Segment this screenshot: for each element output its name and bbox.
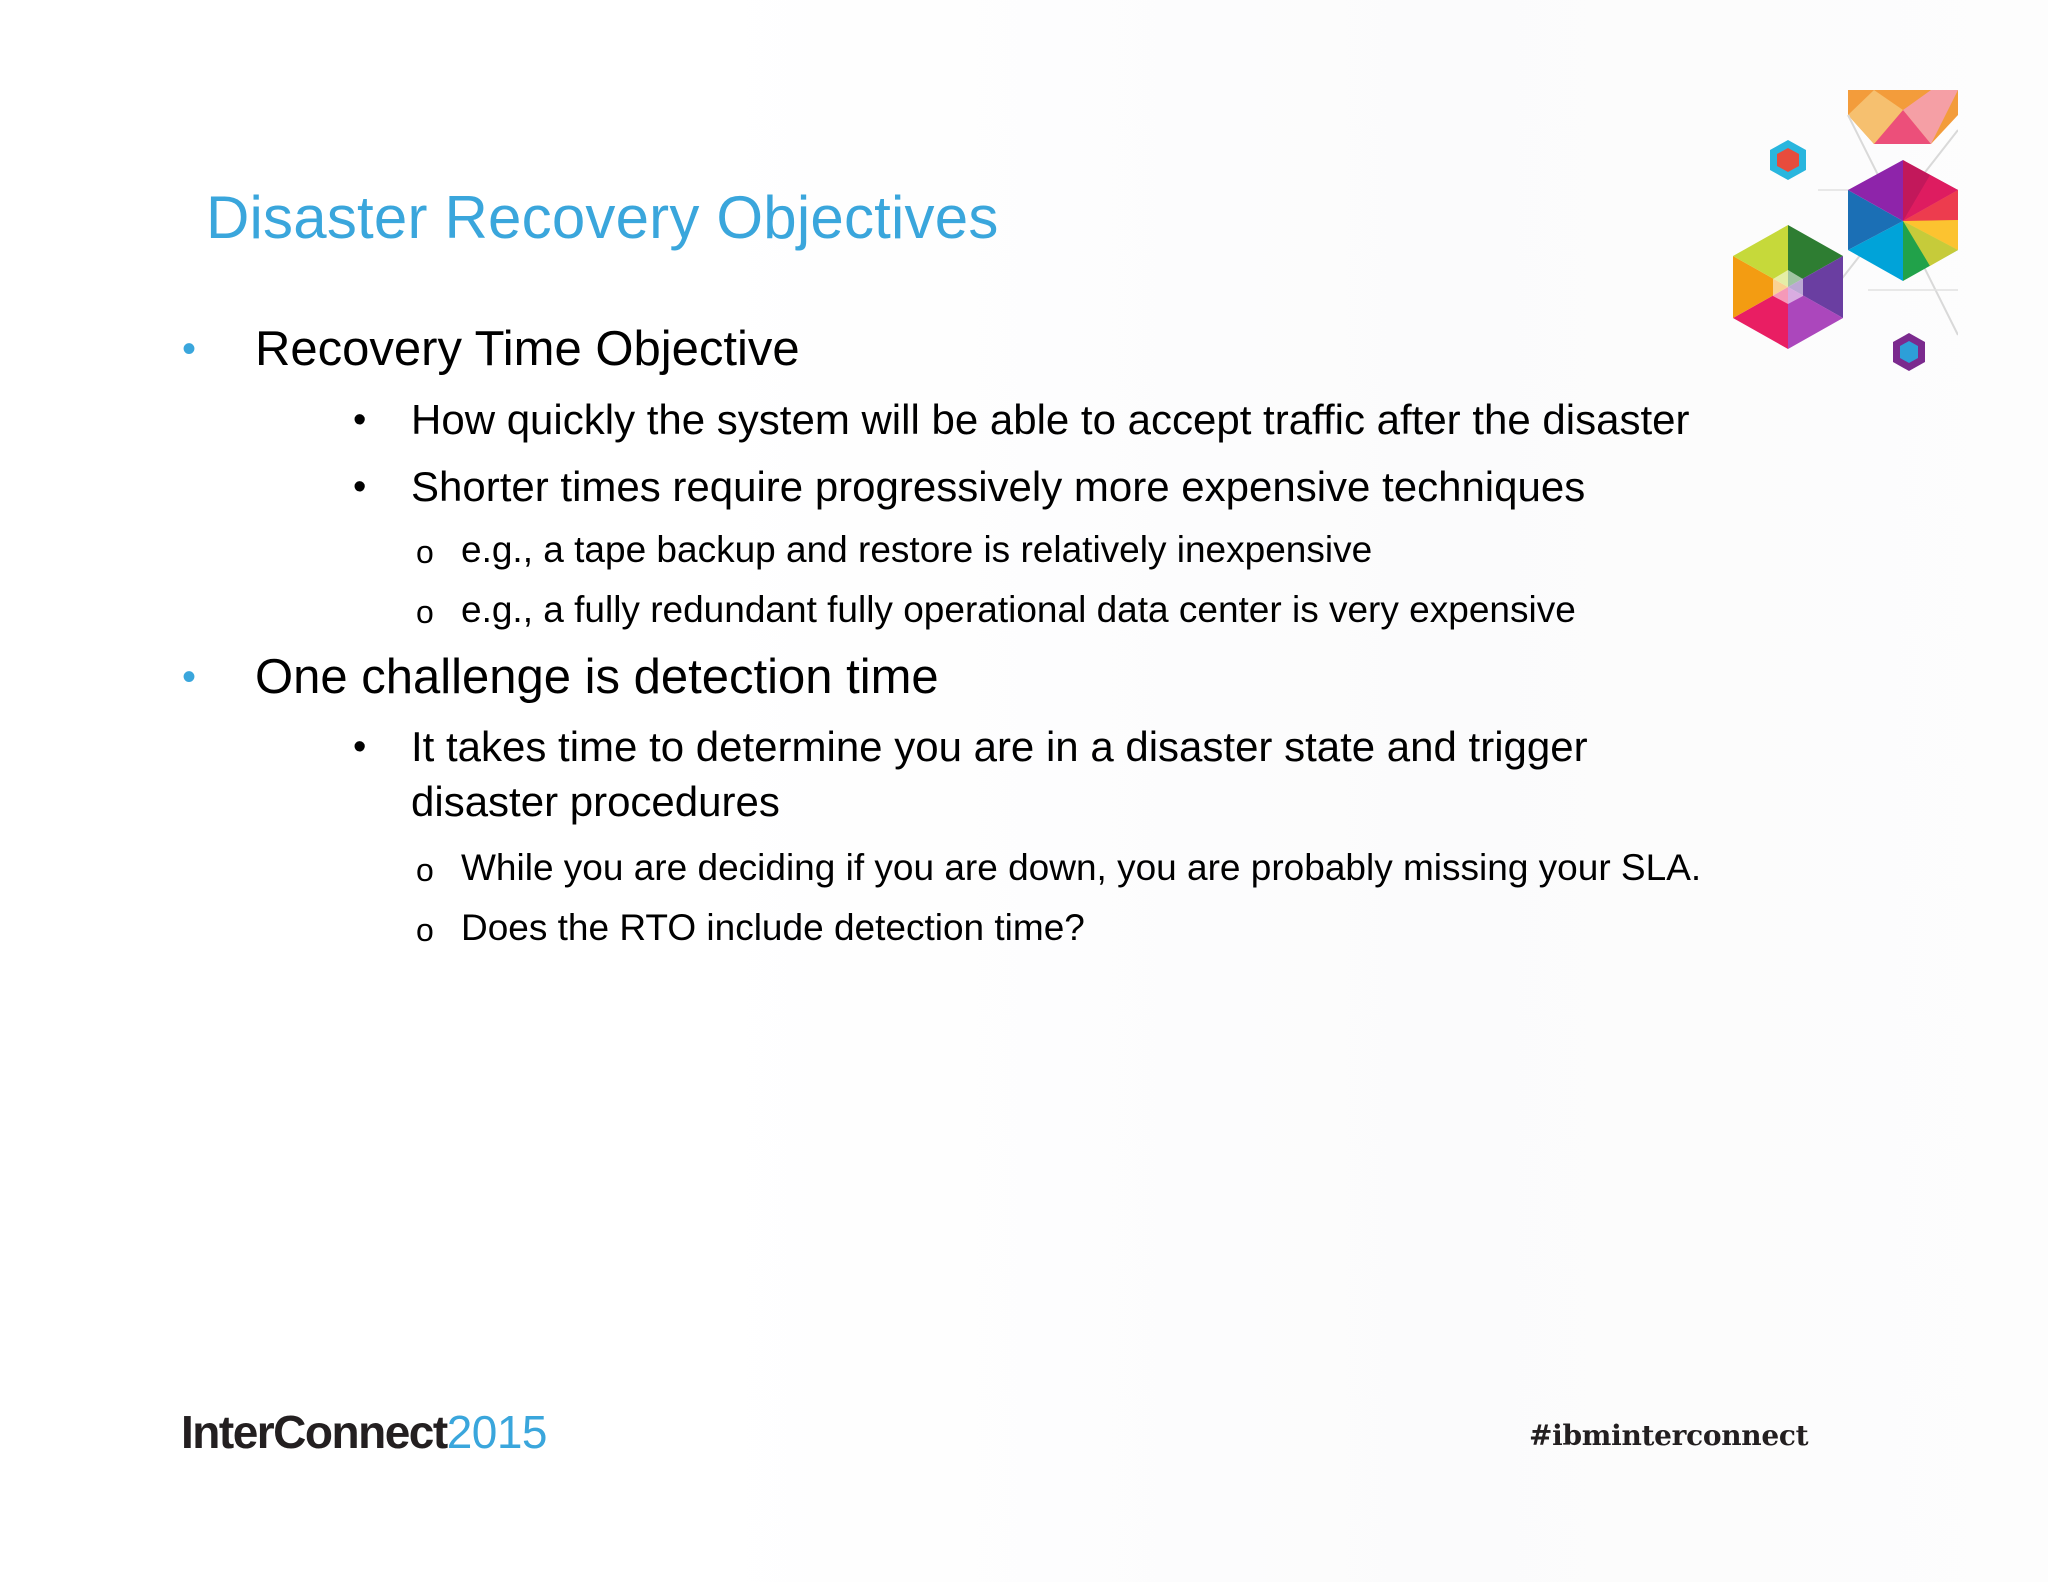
bullet-rto: Recovery Time Objective <box>255 322 800 376</box>
bullet-marker: • <box>182 655 197 699</box>
bullet-marker: o <box>416 852 434 888</box>
bullet-detect-sub1-line1: It takes time to determine you are in a disaster state and trigger <box>411 723 1588 770</box>
bullet-rto-sub2-a: e.g., a tape backup and restore is relatively inexpensive <box>461 529 1373 570</box>
bullet-detect: One challenge is detection time <box>255 650 939 704</box>
bullet-marker: o <box>416 594 434 630</box>
bullet-rto-sub2-b: e.g., a fully redundant fully operational data center is very expensive <box>461 589 1576 630</box>
bullet-marker: o <box>416 912 434 948</box>
bullet-detect-sub1-b: Does the RTO include detection time? <box>461 907 1085 948</box>
bullet-detect-sub1-line2: disaster procedures <box>411 778 780 825</box>
bullet-rto-sub1: How quickly the system will be able to accept traffic after the disaster <box>411 396 1690 443</box>
brand-year: 2015 <box>446 1406 548 1458</box>
brand-name: InterConnect <box>181 1406 447 1458</box>
hex-center-multicolor <box>1848 160 1958 281</box>
bullet-rto-sub2: Shorter times require progressively more expensive techniques <box>411 463 1586 510</box>
brand-logo <box>181 1404 547 1460</box>
hex-left-multicolor <box>1733 225 1843 349</box>
bullet-detect-sub1-a: While you are deciding if you are down, you are probably missing your SLA. <box>461 847 1702 888</box>
bullet-marker: • <box>353 466 367 508</box>
hashtag: #ibminterconnect <box>1529 1419 1809 1452</box>
hex-small-cyan <box>1770 140 1806 180</box>
hex-small-purple <box>1893 333 1925 371</box>
slide-title: Disaster Recovery Objectives <box>206 184 999 251</box>
bullet-marker: • <box>353 399 367 441</box>
bullet-marker: • <box>182 327 197 371</box>
hex-top-orange <box>1848 90 1958 144</box>
hexagon-graphic <box>1718 90 1958 380</box>
bullet-marker: • <box>353 726 367 768</box>
bullet-marker: o <box>416 534 434 570</box>
